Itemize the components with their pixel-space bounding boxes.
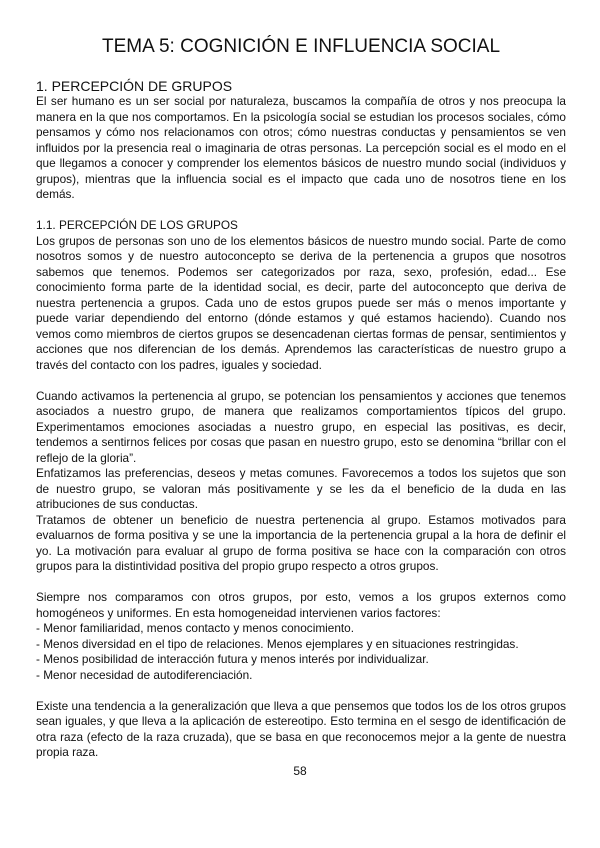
page-title: TEMA 5: COGNICIÓN E INFLUENCIA SOCIAL xyxy=(101,36,501,57)
factors-list xyxy=(36,621,566,683)
paragraph-pertenencia: Cuando activamos la pertenencia al grupo, se potencian los pensamientos y acciones que tenemos asociados a nuestro grupo, de manera que realizamos comportamientos típicos del grupo. Experimentamos emociones asociadas a nuestro grupo, en especial las positivas, es decir, tendemos a sentirnos felices por cosas que pasan en nuestro grupo, esto se denomina “brillar con el reflejo de la gloria”. xyxy=(36,388,566,465)
spacer xyxy=(36,575,566,591)
list-item: - Menor necesidad de autodiferenciación. xyxy=(36,667,253,682)
paragraph-preferencias: Enfatizamos las preferencias, deseos y metas comunes. Favorecemos a todos los sujetos que son de nuestro grupo, se valoran más positivamente y se les da el beneficio de la duda en las atribuciones de sus conductas. xyxy=(36,466,566,511)
spacer xyxy=(36,683,566,699)
list-item: - Menor familiaridad, menos contacto y menos conocimiento. xyxy=(36,621,355,635)
paragraph-beneficio: Tratamos de obtener un beneficio de nuestra pertenencia al grupo. Estamos motivados para evaluarnos de forma positiva y se une la importancia de la pertenencia grupal a la hora de definir el yo. La motivación para evaluar al grupo de forma positiva se hace con la comparación con otros grupos para la distintividad positiva del propio grupo respecto a otros grupos. xyxy=(36,512,566,573)
list-item: - Menos posibilidad de interacción futura y menos interés por individualizar. xyxy=(36,652,429,666)
paragraph-generalizacion: Existe una tendencia a la generalización que lleva a que pensemos que todos los de los otros grupos sean iguales, y que lleva a la aplicación de estereotipo. Esto termina en el sesgo de identificación de otra raza (efecto de la raza cruzada), que se basa en que reconocemos mejor a la gente de nuestra propia raza. xyxy=(36,698,566,759)
paragraph-grupos-elementos: Los grupos de personas son uno de los elementos básicos de nuestro mundo social. Parte de como nosotros somos y de nuestro autoconcepto se deriva de la pertenencia a grupos que nosotros sabemos que tenemos. Podemos ser categorizados por raza, sexo, profesión, edad... Ese conocimiento forma parte de la identidad social, es decir, parte del autoconcepto que deriva de nuestra pertenencia a grupos. Cada uno de estos grupos puede ser más o menos importante y puede variar dependiendo del entorno (dónde estamos y qué estamos haciendo). Cuando nos vemos como miembros de ciertos grupos se desencadenan ciertas formas de pensar, sentimientos y acciones que nos diferencian de los demás. Aprendemos las características de nuestro grupo a través del contacto con los padres, iguales y sociedad. xyxy=(36,233,566,372)
page-number: 58 xyxy=(293,764,307,778)
paragraph-comparacion: Siempre nos comparamos con otros grupos, por esto, vemos a los grupos externos como homogéneos y uniformes. En esta homogeneidad intervienen varios factores: xyxy=(36,590,566,620)
intro-paragraph: El ser humano es un ser social por naturaleza, buscamos la compañía de otros y nos preocupa la manera en la que nos comportamos. En la psicología social se estudian los procesos sociales, cómo pensamos y cómo nos relacionamos con otros; cómo nuestras conductas y pensamientos se ven influidos por la presencia real o imaginaria de otras personas. La percepción social es el modo en el que llegamos a conocer y comprender los elementos básicos de nuestro mundo social (individuos y grupos), mientras que la influencia social es el impacto que cada uno de nosotros tiene en los demás. xyxy=(36,94,566,201)
spacer xyxy=(36,373,566,389)
section-heading-percepcion-grupos: 1. PERCEPCIÓN DE GRUPOS xyxy=(36,78,233,94)
subsection-heading-percepcion-los-grupos: 1.1. PERCEPCIÓN DE LOS GRUPOS xyxy=(36,218,238,232)
list-item: - Menos diversidad en el tipo de relaciones. Menos ejemplares y en situaciones restringidas. xyxy=(36,636,519,651)
document-page xyxy=(36,36,566,761)
spacer xyxy=(36,203,566,219)
